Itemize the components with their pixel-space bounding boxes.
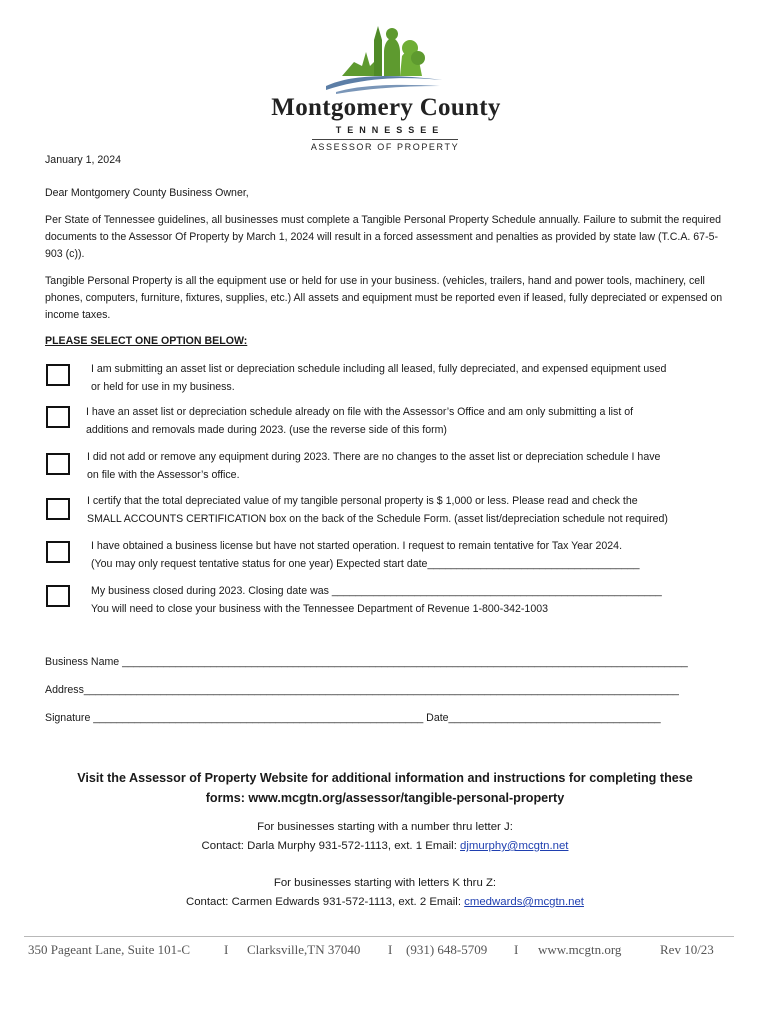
footer-revision: Rev 10/23	[660, 942, 714, 957]
footer-divider	[24, 936, 734, 937]
letter-date: January 1, 2024	[45, 154, 121, 166]
contact-range-1: For businesses starting with a number thru letter J:	[257, 821, 513, 833]
option-2-text: I have an asset list or depreciation schedule already on file with the Assessor’s Office and am only submitting a list of additions and removals made during 2023. (use the reverse side of this form)	[86, 406, 634, 436]
option-1-checkbox[interactable]	[46, 364, 70, 386]
option-4-text: I certify that the total depreciated value of my tangible personal property is $ 1,000 or less. Please read and check the SMALL ACCOUNTS CERTIFICATION box on the back of the Schedule Form. (asset list/depreciation schedule not required)	[87, 495, 668, 525]
paragraph-definition: Tangible Personal Property is all the equipment use or held for use in your business. (vehicles, trailers, hand and power tools, machinery, cell phones, computers, furniture, fixtures, supplies, etc.) All assets and equipment must be reported even if leased, fully depreciated or expensed on income taxes.	[45, 275, 723, 321]
option-3-text: I did not add or remove any equipment during 2023. There are no changes to the asset list or depreciation schedule I have on file with the Assessor’s office.	[87, 451, 661, 481]
option-6-checkbox[interactable]	[46, 585, 70, 607]
footer-city: Clarksville,TN 37040	[247, 942, 361, 957]
option-2-checkbox[interactable]	[46, 406, 70, 428]
contact-range-2: For businesses starting with letters K thru Z:	[273, 877, 497, 889]
footer-address: 350 Pageant Lane, Suite 101-C	[28, 942, 191, 957]
county-logo-icon	[322, 22, 448, 94]
business-name-field[interactable]: Business Name ________________________________________________________________________________________________	[45, 656, 688, 668]
contact-1: Contact: Darla Murphy 931-572-1113, ext. 1 Email: djmurphy@mcgtn.net	[201, 840, 569, 852]
office-name: ASSESSOR OF PROPERTY	[310, 142, 460, 152]
website-notice: Visit the Assessor of Property Website for additional information and instructions for completing these forms: www.mcgtn.org/assessor/tangible-personal-property	[77, 771, 693, 805]
email-link-2[interactable]: cmedwards@mcgtn.net	[464, 896, 584, 908]
footer-separator: I	[224, 942, 229, 957]
logo-divider	[312, 139, 458, 140]
select-option-heading: PLEASE SELECT ONE OPTION BELOW:	[45, 335, 248, 347]
footer-phone: (931) 648-5709	[406, 942, 488, 957]
county-name: Montgomery County	[271, 94, 501, 121]
option-1-text: I am submitting an asset list or depreciation schedule including all leased, fully depreciated, and expensed equipment used or held for use in my business.	[91, 363, 667, 393]
contact-2: Contact: Carmen Edwards 931-572-1113, ext. 2 Email: cmedwards@mcgtn.net	[186, 896, 584, 908]
salutation: Dear Montgomery County Business Owner,	[45, 187, 249, 199]
option-5-checkbox[interactable]	[46, 541, 70, 563]
email-link-1[interactable]: djmurphy@mcgtn.net	[460, 840, 569, 852]
state-name: TENNESSEE	[335, 125, 445, 135]
footer-separator: I	[514, 942, 519, 957]
option-6-text: My business closed during 2023. Closing date was ________________________________________________________ You will need to close your business with the Tennessee Department of Revenue 1-800-342-1003	[91, 585, 662, 615]
footer-website[interactable]: www.mcgtn.org	[538, 942, 622, 957]
paragraph-requirements: Per State of Tennessee guidelines, all businesses must complete a Tangible Personal Property Schedule annually. Failure to submit the required documents to the Assessor Of Property by March 1, 2024 will result in a forced assessment and penalties as provided by state law (T.C.A. 67-5-903 (c)).	[45, 214, 722, 260]
footer-separator: I	[388, 942, 393, 957]
option-5-text: I have obtained a business license but have not started operation. I request to remain tentative for Tax Year 2024. (You may only request tentative status for one year) Expected start date____________________________________	[91, 540, 640, 570]
option-3-checkbox[interactable]	[46, 453, 70, 475]
option-4-checkbox[interactable]	[46, 498, 70, 520]
signature-date-field[interactable]: Signature ________________________________________________________ Date____________________________________	[45, 712, 661, 724]
address-field[interactable]: Address_____________________________________________________________________________________________________	[45, 684, 679, 696]
